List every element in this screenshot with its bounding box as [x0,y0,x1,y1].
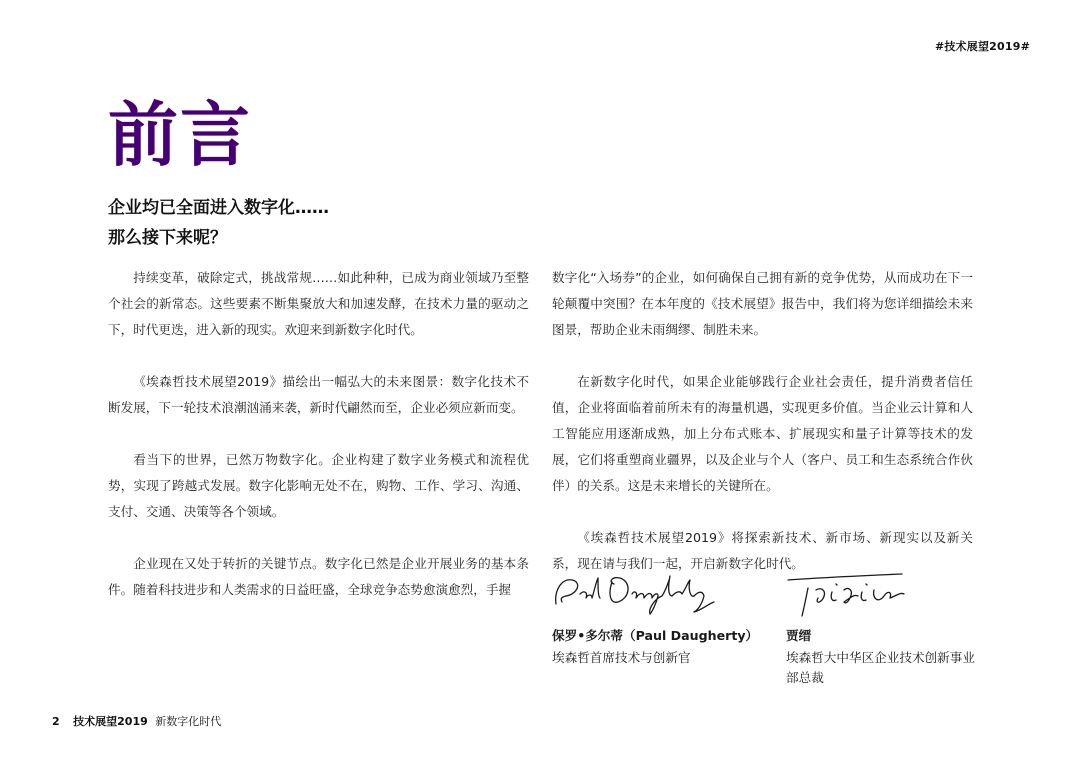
subtitle-line-2: 那么接下来呢？ [108,228,227,248]
page-number: 2 [52,715,60,728]
paragraph: 《埃森哲技术展望2019》描绘出一幅弘大的未来图景：数字化技术不断发展，下一轮技术浪潮汹涌来袭，新时代翩然而至，企业必须应新而变。 [108,374,529,415]
paragraph: 《埃森哲技术展望2019》将探索新技术、新市场、新现实以及新关系，现在请与我们一起，开启新数字化时代。 [552,530,973,571]
handwritten-signature-jia [786,568,906,620]
signature-block-daugherty [552,568,772,668]
left-column [108,265,529,629]
subtitle-line-1: 企业均已全面进入数字化…… [108,198,329,218]
page-title: 前言 [108,94,252,176]
publication-name: 技术展望2019 [73,715,148,728]
header-tag: #技术展望2019# [934,40,1030,53]
signatory-title: 埃森哲大中华区企业技术创新事业部总裁 [786,650,975,685]
paragraph: 持续变革，破除定式，挑战常规……如此种种，已成为商业领域乃至整个社会的新常态。这些要素不断集聚放大和加速发酵，在技术力量的驱动之下，时代更迭，进入新的现实。欢迎来到新数字化时代。 [108,270,529,337]
section-name: 新数字化时代 [155,715,222,728]
signatory-name: 保罗•多尔蒂（Paul Daugherty） [552,628,759,643]
right-column [552,265,973,603]
paragraph: 企业现在又处于转折的关键节点。数字化已然是企业开展业务的基本条件。随着科技进步和人类需求的日益旺盛，全球竞争态势愈演愈烈，手握 [108,556,529,597]
subtitle [108,193,329,253]
paragraph-continued: 数字化“入场券”的企业，如何确保自己拥有新的竞争优势，从而成功在下一轮颠覆中突围？在本年度的《技术展望》报告中，我们将为您详细描绘未来图景，帮助企业未雨绸缪、制胜未来。 [552,270,973,337]
page-footer [52,713,221,729]
handwritten-signature-daugherty [552,568,722,620]
signatory-name: 贾缙 [786,628,812,643]
paragraph: 在新数字化时代，如果企业能够践行企业社会责任，提升消费者信任值，企业将面临着前所未有的海量机遇，实现更多价值。当企业云计算和人工智能应用逐渐成熟，加上分布式账本、扩展现实和量子计算等技术的发展，它们将重塑商业疆界，以及企业与个人（客户、员工和生态系统合作伙伴）的关系。这是未来增长的关键所在。 [552,374,973,493]
signature-block-jia [786,568,986,688]
paragraph: 看当下的世界，已然万物数字化。企业构建了数字业务模式和流程优势，实现了跨越式发展。数字化影响无处不在，购物、工作、学习、沟通、支付、交通、决策等各个领域。 [108,452,529,519]
signatory-title: 埃森哲首席技术与创新官 [552,650,691,665]
